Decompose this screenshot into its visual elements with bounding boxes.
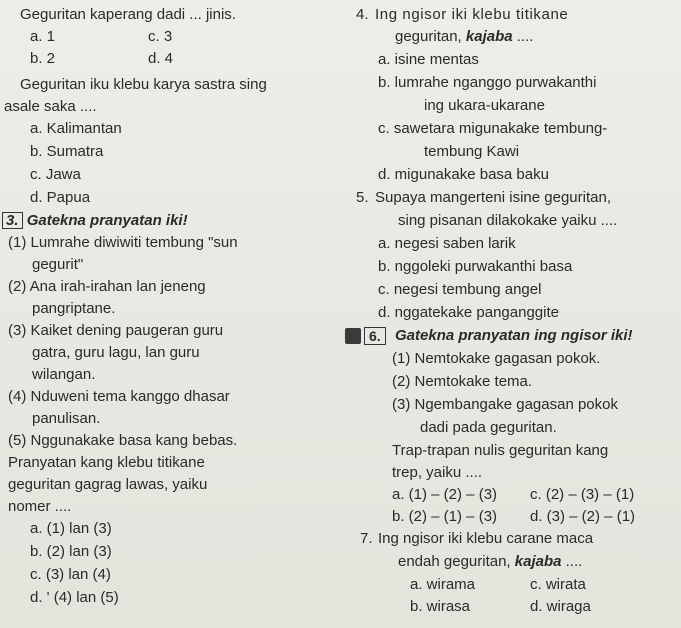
- s3-line-3: (2) Ana irah-irahan lan jeneng: [8, 278, 206, 295]
- q7-text-kajaba: kajaba: [514, 553, 562, 570]
- section6-marker-icon: [345, 328, 361, 344]
- s3-line-2: gegurit": [32, 256, 84, 273]
- section3-number: 3.: [2, 212, 23, 229]
- q7-opt-a: a. wirama: [410, 576, 476, 593]
- q2-opt-d: d. Papua: [30, 189, 91, 206]
- s3-opt-b: b. (2) lan (3): [30, 543, 112, 560]
- s6-line-3: (3) Ngembangake gagasan pokok: [392, 396, 618, 413]
- s3-line-1: (1) Lumrahe diwiwiti tembung "sun: [8, 234, 238, 251]
- q7-opt-b: b. wirasa: [410, 598, 471, 615]
- q7-text-line1: Ing ngisor iki klebu carane maca: [378, 530, 594, 547]
- section6-title: Gatekna pranyatan ing ngisor iki!: [395, 327, 633, 344]
- q4-text-kajaba: kajaba: [465, 28, 513, 45]
- q2-opt-a: a. Kalimantan: [30, 120, 122, 137]
- s3-line-11: Pranyatan kang klebu titikane: [8, 454, 205, 471]
- s3-opt-c: c. (3) lan (4): [30, 566, 111, 583]
- q7-text-line2: [398, 553, 582, 571]
- q4-opt-b: b. lumrahe nganggo purwakanthi: [378, 74, 597, 91]
- s6-question-line2: trep, yaiku ....: [392, 464, 483, 481]
- q7-opt-d: d. wiraga: [530, 598, 591, 615]
- q1-opt-d: d. 4: [148, 50, 174, 67]
- q7-text-pre: endah geguritan,: [398, 553, 515, 570]
- q4-text-pre: geguritan,: [395, 28, 466, 45]
- s6-opt-a: a. (1) – (2) – (3): [392, 486, 498, 503]
- q4-text-line2: [395, 28, 533, 46]
- section3-title: Gatekna pranyatan iki!: [26, 212, 188, 229]
- q4-text-line1: Ing ngisor iki klebu titikane: [375, 6, 569, 23]
- s3-line-8: (4) Nduweni tema kanggo dhasar: [8, 388, 230, 405]
- s3-line-12: geguritan gagrag lawas, yaiku: [8, 476, 208, 493]
- q4-number: 4.: [356, 6, 369, 23]
- s6-line-1: (1) Nemtokake gagasan pokok.: [392, 350, 601, 367]
- q5-text-line2: sing pisanan dilakokake yaiku ....: [398, 212, 618, 229]
- q4-opt-c: c. sawetara migunakake tembung-: [378, 120, 608, 137]
- q5-text-line1: Supaya mangerteni isine geguritan,: [375, 189, 611, 206]
- q2-text-line1: Geguritan iku klebu karya sastra sing: [20, 76, 267, 93]
- s3-line-6: gatra, guru lagu, lan guru: [32, 344, 200, 361]
- q4-opt-a: a. isine mentas: [378, 51, 479, 68]
- q5-number: 5.: [356, 189, 369, 206]
- q2-opt-b: b. Sumatra: [30, 143, 104, 160]
- q4-opt-d: d. migunakake basa baku: [378, 166, 549, 183]
- q1-opt-b: b. 2: [30, 50, 56, 67]
- s3-line-10: (5) Nggunakake basa kang bebas.: [8, 432, 238, 449]
- s3-line-7: wilangan.: [32, 366, 96, 383]
- q5-opt-c: c. negesi tembung angel: [378, 281, 542, 298]
- q1-text: Geguritan kaperang dadi ... jinis.: [20, 6, 236, 23]
- s3-line-13: nomer ....: [8, 498, 72, 515]
- s6-line-2: (2) Nemtokake tema.: [392, 373, 533, 390]
- q7-text-post: ....: [561, 553, 583, 570]
- q4-opt-b-cont: ing ukara-ukarane: [424, 97, 545, 114]
- q2-text-line2: asale saka ....: [4, 98, 97, 115]
- s3-line-4: pangriptane.: [32, 300, 116, 317]
- q2-opt-c: c. Jawa: [30, 166, 81, 183]
- q7-opt-c: c. wirata: [530, 576, 586, 593]
- q5-opt-b: b. nggoleki purwakanthi basa: [378, 258, 573, 275]
- q1-opt-c: c. 3: [148, 28, 173, 45]
- s3-opt-d: d. ' (4) lan (5): [30, 589, 119, 606]
- s6-opt-d: d. (3) – (2) – (1): [530, 508, 636, 525]
- q1-opt-a: a. 1: [30, 28, 56, 45]
- s3-line-5: (3) Kaiket dening paugeran guru: [8, 322, 224, 339]
- q4-text-post: ....: [512, 28, 534, 45]
- q5-opt-a: a. negesi saben larik: [378, 235, 516, 252]
- s6-question-line1: Trap-trapan nulis geguritan kang: [392, 442, 609, 459]
- s3-line-9: panulisan.: [32, 410, 101, 427]
- s6-opt-b: b. (2) – (1) – (3): [392, 508, 498, 525]
- s3-opt-a: a. (1) lan (3): [30, 520, 112, 537]
- s6-opt-c: c. (2) – (3) – (1): [530, 486, 635, 503]
- section3-heading: [2, 212, 188, 230]
- s6-line-4: dadi pada geguritan.: [420, 419, 557, 436]
- q7-number: 7.: [360, 530, 373, 547]
- q5-opt-d: d. nggatekake panganggite: [378, 304, 559, 321]
- q4-opt-c-cont: tembung Kawi: [424, 143, 520, 160]
- section6-number: 6.: [364, 327, 386, 345]
